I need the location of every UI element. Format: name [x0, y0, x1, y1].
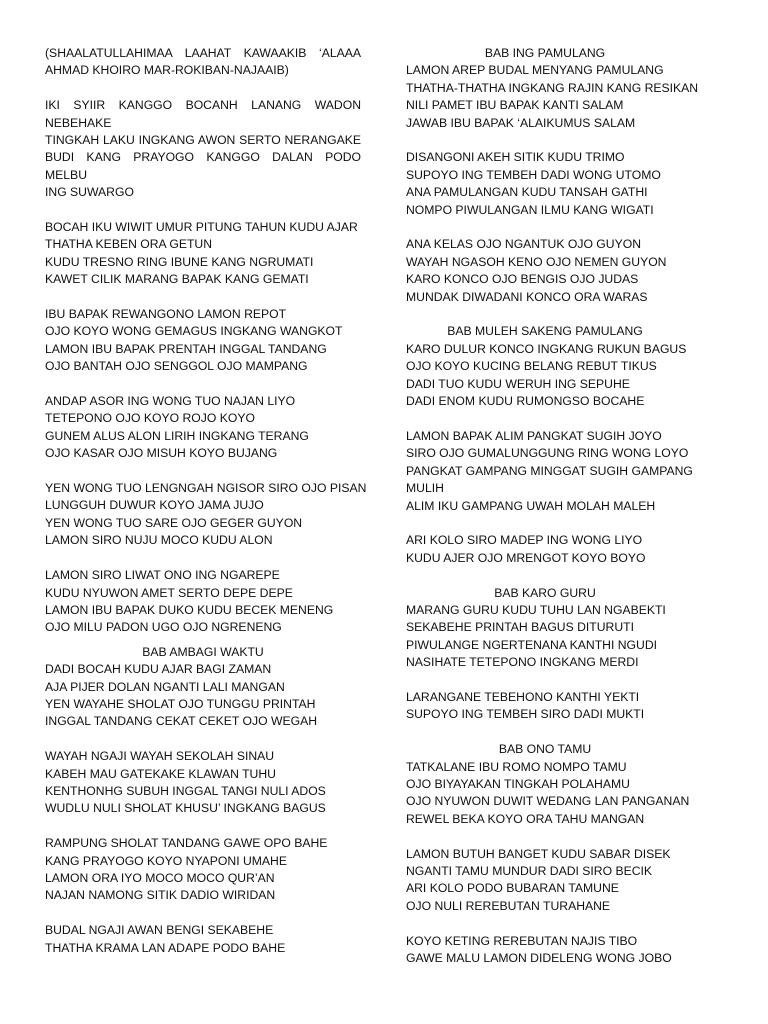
- text-line: YEN WONG TUO SARE OJO GEGER GUYON: [45, 515, 303, 530]
- text-line: JAWAB IBU BAPAK ‘ALAIKUMUS SALAM: [406, 115, 636, 130]
- left-column: [45, 45, 367, 957]
- text-line: AHMAD KHOIRO MAR-ROKIBAN-NAJAAIB): [45, 63, 289, 78]
- text-line: KOYO KETING REREBUTAN NAJIS TIBO: [406, 933, 638, 948]
- text-line: THATHA KRAMA LAN ADAPE PODO BAHE: [45, 940, 286, 955]
- text-line: YEN WAYAHE SHOLAT OJO TUNGGU PRINTAH: [45, 696, 316, 711]
- text-line: IBU BAPAK REWANGONO LAMON REPOT: [45, 307, 287, 322]
- text-line: RAMPUNG SHOLAT TANDANG GAWE OPO BAHE: [45, 836, 328, 851]
- intro-salawat: [45, 45, 361, 80]
- text-line: KUDU AJER OJO MRENGOT KOYO BOYO: [406, 550, 646, 565]
- text-line: OJO KOYO KUCING BELANG REBUT TIKUS: [406, 359, 657, 374]
- text-line: KANG PRAYOGO KOYO NYAPONI UMAHE: [45, 853, 287, 868]
- text-line: AJA PIJER DOLAN NGANTI LALI MANGAN: [45, 679, 285, 694]
- text-line: IKI SYIIR KANGGO BOCANH LANANG WADON NEBEHAKE: [45, 98, 361, 130]
- text-line: LAMON BAPAK ALIM PANGKAT SUGIH JOYO: [406, 428, 662, 443]
- stanza: [406, 236, 684, 306]
- text-line: LAMON SIRO NUJU MOCO KUDU ALON: [45, 533, 273, 548]
- right-column: [406, 45, 699, 967]
- text-line: ARI KOLO PODO BUBARAN TAMUNE: [406, 881, 619, 896]
- text-line: WAYAH NGASOH KENO OJO NEMEN GUYON: [406, 254, 667, 269]
- text-line: NILI PAMET IBU BAPAK KANTI SALAM: [406, 98, 624, 113]
- text-line: LUNGGUH DUWUR KOYO JAMA JUJO: [45, 498, 264, 513]
- text-line: WUDLU NULI SHOLAT KHUSU’ INGKANG BAGUS: [45, 801, 326, 816]
- text-line: ANDAP ASOR ING WONG TUO NAJAN LIYO: [45, 394, 296, 409]
- text-line: KARO KONCO OJO BENGIS OJO JUDAS: [406, 272, 639, 287]
- intro-description: [45, 97, 361, 201]
- text-line: NAJAN NAMONG SITIK DADIO WIRIDAN: [45, 888, 276, 903]
- text-line: ALIM IKU GAMPANG UWAH MOLAH MALEH: [406, 498, 656, 513]
- stanza: [406, 846, 684, 916]
- stanza: [45, 567, 361, 637]
- stanza: [406, 602, 684, 672]
- text-line: LAMON AREP BUDAL MENYANG PAMULANG: [406, 63, 664, 78]
- text-line: OJO NULI REREBUTAN TURAHANE: [406, 898, 611, 913]
- section-heading: BAB AMBAGI WAKTU: [142, 644, 264, 659]
- text-line: LAMON SIRO LIWAT ONO ING NGAREPE: [45, 568, 280, 583]
- text-line: TETEPONO OJO KOYO ROJO KOYO: [45, 411, 255, 426]
- text-line: KABEH MAU GATEKAKE KLAWAN TUHU: [45, 766, 276, 781]
- text-line: TATKALANE IBU ROMO NOMPO TAMU: [406, 759, 627, 774]
- stanza: [45, 748, 361, 818]
- text-line: INGGAL TANDANG CEKAT CEKET OJO WEGAH: [45, 714, 318, 729]
- text-line: GUNEM ALUS ALON LIRIH INGKANG TERANG: [45, 428, 309, 443]
- stanza: [406, 62, 699, 132]
- stanza: [45, 835, 361, 905]
- stanza: [406, 933, 684, 968]
- text-line: THATHA-THATHA INGKANG RAJIN KANG RESIKAN: [406, 80, 699, 95]
- text-line: OJO BANTAH OJO SENGGOL OJO MAMPANG: [45, 359, 308, 374]
- text-line: ING SUWARGO: [45, 185, 134, 200]
- stanza: [45, 393, 361, 463]
- text-line: WAYAH NGAJI WAYAH SEKOLAH SINAU: [45, 749, 275, 764]
- stanza: [406, 759, 690, 829]
- section-heading: BAB MULEH SAKENG PAMULANG: [447, 324, 643, 339]
- text-line: OJO KOYO WONG GEMAGUS INGKANG WANGKOT: [45, 324, 343, 339]
- stanza: [45, 480, 367, 550]
- text-line: DADI TUO KUDU WERUH ING SEPUHE: [406, 376, 630, 391]
- stanza: [45, 306, 361, 376]
- text-line: KARO DULUR KONCO INGKANG RUKUN BAGUS: [406, 341, 687, 356]
- text-line: MARANG GURU KUDU TUHU LAN NGABEKTI: [406, 602, 666, 617]
- text-line: ANA PAMULANGAN KUDU TANSAH GATHI: [406, 185, 648, 200]
- text-line: BUDAL NGAJI AWAN BENGI SEKABEHE: [45, 923, 274, 938]
- text-line: THATHA KEBEN ORA GETUN: [45, 237, 213, 252]
- text-line: SIRO OJO GUMALUNGGUNG RING WONG LOYO: [406, 446, 689, 461]
- text-line: LARANGANE TEBEHONO KANTHI YEKTI: [406, 689, 640, 704]
- text-line: ANA KELAS OJO NGANTUK OJO GUYON: [406, 237, 641, 252]
- text-line: SUPOYO ING TEMBEH SIRO DADI MUKTI: [406, 707, 645, 722]
- text-line: KAWET CILIK MARANG BAPAK KANG GEMATI: [45, 272, 309, 287]
- stanza: [406, 689, 684, 724]
- text-line: OJO NYUWON DUWIT WEDANG LAN PANGANAN: [406, 794, 690, 809]
- text-line: OJO KASAR OJO MISUH KOYO BUJANG: [45, 446, 278, 461]
- text-line: TINGKAH LAKU INGKANG AWON SERTO NERANGAKE: [45, 133, 361, 148]
- section-heading: BAB KARO GURU: [494, 585, 596, 600]
- text-line: LAMON IBU BAPAK DUKO KUDU BECEK MENENG: [45, 602, 334, 617]
- section-heading: BAB ONO TAMU: [498, 742, 592, 757]
- text-line: PANGKAT GAMPANG MINGGAT SUGIH GAMPANG: [406, 463, 693, 478]
- text-line: NGANTI TAMU MUNDUR DADI SIRO BECIK: [406, 863, 653, 878]
- text-line: YEN WONG TUO LENGNGAH NGISOR SIRO OJO PISAN: [45, 481, 367, 496]
- section-heading: BAB ING PAMULANG: [484, 46, 606, 60]
- text-line: KUDU TRESNO RING IBUNE KANG NGRUMATI: [45, 254, 314, 269]
- text-line: KENTHONHG SUBUH INGGAL TANGI NULI ADOS: [45, 783, 326, 798]
- text-line: KUDU NYUWON AMET SERTO DEPE DEPE: [45, 585, 293, 600]
- text-line: DADI ENOM KUDU RUMONGSO BOCAHE: [406, 394, 645, 409]
- stanza: [406, 149, 684, 219]
- text-line: MULIH: [406, 481, 444, 496]
- text-line: PIWULANGE NGERTENANA KANTHI NGUDI: [406, 637, 658, 652]
- text-line: BOCAH IKU WIWIT UMUR PITUNG TAHUN KUDU AJAR: [45, 220, 358, 235]
- text-line: DADI BOCAH KUDU AJAR BAGI ZAMAN: [45, 662, 272, 677]
- text-line: NOMPO PIWULANGAN ILMU KANG WIGATI: [406, 202, 654, 217]
- stanza: [45, 219, 361, 289]
- text-line: (SHAALATULLAHIMAA LAAHAT KAWAAKIB ‘ALAAA: [45, 46, 361, 60]
- text-line: BUDI KANG PRAYOGO KANGGO DALAN PODO MELBU: [45, 150, 361, 182]
- text-line: ARI KOLO SIRO MADEP ING WONG LIYO: [406, 533, 643, 548]
- text-line: OJO BIYAYAKAN TINGKAH POLAHAMU: [406, 776, 630, 791]
- stanza: [45, 661, 361, 731]
- text-line: SEKABEHE PRINTAH BAGUS DITURUTI: [406, 620, 634, 635]
- stanza: [45, 922, 361, 957]
- text-line: LAMON IBU BAPAK PRENTAH INGGAL TANDANG: [45, 341, 327, 356]
- text-line: MUNDAK DIWADANI KONCO ORA WARAS: [406, 289, 648, 304]
- stanza: [406, 428, 693, 515]
- text-line: OJO MILU PADON UGO OJO NGRENENG: [45, 620, 282, 635]
- stanza: [406, 532, 684, 567]
- stanza: [406, 341, 687, 411]
- text-line: LAMON BUTUH BANGET KUDU SABAR DISEK: [406, 846, 671, 861]
- text-line: GAWE MALU LAMON DIDELENG WONG JOBO: [406, 950, 672, 965]
- text-line: REWEL BEKA KOYO ORA TAHU MANGAN: [406, 811, 645, 826]
- text-line: SUPOYO ING TEMBEH DADI WONG UTOMO: [406, 167, 661, 182]
- text-line: LAMON ORA IYO MOCO MOCO QUR’AN: [45, 870, 275, 885]
- text-line: NASIHATE TETEPONO INGKANG MERDI: [406, 655, 639, 670]
- text-line: DISANGONI AKEH SITIK KUDU TRIMO: [406, 150, 625, 165]
